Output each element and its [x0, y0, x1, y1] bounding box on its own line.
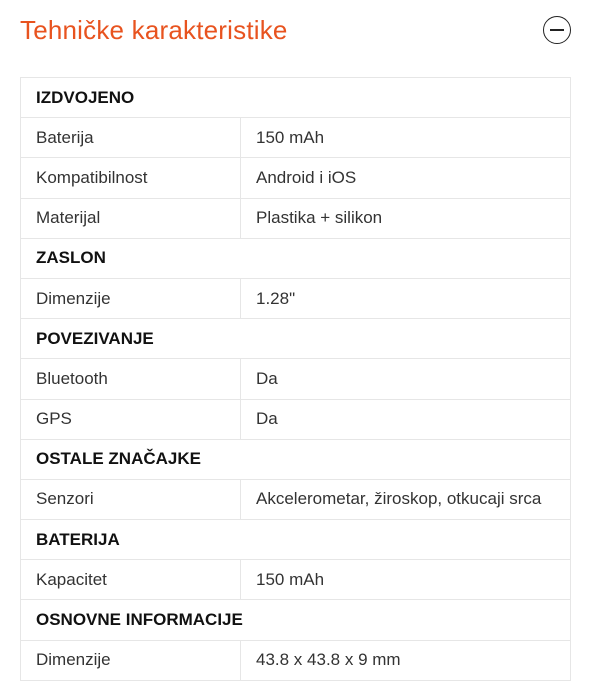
specs-table	[20, 77, 571, 681]
spec-label: Senzori	[21, 480, 241, 519]
spec-row	[21, 400, 570, 440]
spec-label: Kapacitet	[21, 560, 241, 599]
spec-value: 43.8 x 43.8 x 9 mm	[256, 650, 401, 670]
spec-row	[21, 359, 570, 399]
section-header: IZDVOJENO	[21, 78, 570, 118]
spec-row	[21, 641, 570, 681]
spec-row	[21, 560, 570, 600]
spec-row	[21, 199, 570, 239]
spec-value: Akcelerometar, žiroskop, otkucaji srca	[256, 489, 542, 509]
spec-label: Dimenzije	[21, 279, 241, 318]
spec-value: Da	[256, 368, 278, 388]
page-title: Tehničke karakteristike	[20, 15, 288, 45]
spec-value: Android i iOS	[256, 167, 357, 187]
minus-circle-icon[interactable]	[543, 16, 571, 44]
spec-value: Plastika + silikon	[256, 208, 383, 228]
spec-value: 150 mAh	[256, 569, 325, 589]
spec-row	[21, 118, 570, 158]
spec-value: Da	[256, 409, 278, 429]
section-header: OSNOVNE INFORMACIJE	[21, 600, 570, 640]
spec-label: Baterija	[21, 118, 241, 157]
spec-value: 150 mAh	[256, 127, 325, 147]
spec-row	[21, 158, 570, 198]
spec-value: 1.28"	[256, 288, 296, 308]
section-header: OSTALE ZNAČAJKE	[21, 440, 570, 480]
spec-label: Bluetooth	[21, 359, 241, 398]
spec-label: GPS	[21, 400, 241, 439]
section-header: POVEZIVANJE	[21, 319, 570, 359]
specs-header	[20, 10, 571, 50]
section-header: BATERIJA	[21, 520, 570, 560]
section-header: ZASLON	[21, 239, 570, 279]
spec-row	[21, 279, 570, 319]
spec-row	[21, 480, 570, 520]
spec-label: Kompatibilnost	[21, 158, 241, 197]
spec-label: Dimenzije	[21, 641, 241, 680]
spec-label: Materijal	[21, 199, 241, 238]
